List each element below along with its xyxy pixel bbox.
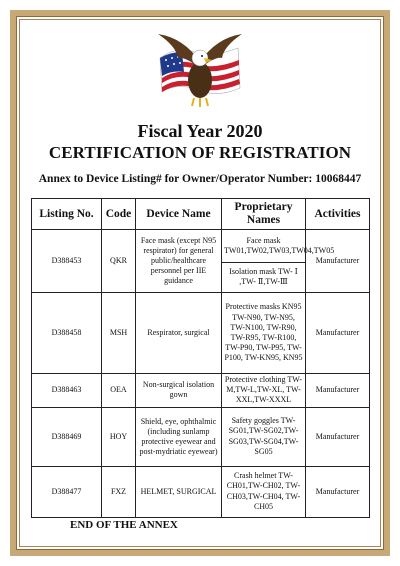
device-name: Respirator, surgical bbox=[136, 293, 222, 374]
listing-number: D388453 bbox=[32, 230, 102, 293]
header-device-name: Device Name bbox=[136, 199, 222, 230]
proprietary-names: Isolation mask TW- Ⅰ ,TW- Ⅱ,TW-Ⅲ bbox=[222, 262, 306, 292]
activity: Manufacturer bbox=[306, 374, 370, 408]
activity: Manufacturer bbox=[306, 293, 370, 374]
listing-number: D388458 bbox=[32, 293, 102, 374]
table-row bbox=[32, 466, 370, 517]
product-code: OEA bbox=[102, 374, 136, 408]
header-proprietary-names: Proprietary Names bbox=[222, 199, 306, 230]
table-header-row bbox=[32, 199, 370, 230]
table-row bbox=[32, 293, 370, 374]
product-code: FXZ bbox=[102, 466, 136, 517]
eagle-flag-emblem bbox=[154, 28, 246, 112]
listing-number: D388477 bbox=[32, 466, 102, 517]
product-code: MSH bbox=[102, 293, 136, 374]
certificate-title: CERTIFICATION OF REGISTRATION bbox=[48, 143, 352, 162]
device-name: HELMET, SURGICAL bbox=[136, 466, 222, 517]
device-name: Face mask (except N95 respirator) for general public/healthcare personnel per IIE guidance bbox=[136, 230, 222, 293]
product-code: HOY bbox=[102, 407, 136, 466]
proprietary-names: Crash helmet TW-CH01,TW-CH02, TW-CH03,TW-CH04, TW-CH05 bbox=[222, 466, 306, 517]
table-row bbox=[32, 230, 370, 263]
device-name: Non-surgical isolation gown bbox=[136, 374, 222, 408]
end-of-annex: END OF THE ANNEX bbox=[70, 519, 178, 531]
listing-number: D388469 bbox=[32, 407, 102, 466]
activity: Manufacturer bbox=[306, 407, 370, 466]
proprietary-names: Face mask TW01,TW02,TW03,TW04,TW05 bbox=[222, 230, 306, 263]
proprietary-names: Protective clothing TW-M,TW-L,TW-XL, TW-XXL,TW-XXXL bbox=[222, 374, 306, 408]
listing-number: D388463 bbox=[32, 374, 102, 408]
header-code: Code bbox=[102, 199, 136, 230]
certificate-title-block bbox=[30, 120, 370, 164]
table-row bbox=[32, 374, 370, 408]
device-name: Shield, eye, ophthalmic (including sunlamp protective eyewear and post-mydriatic eyewear) bbox=[136, 407, 222, 466]
proprietary-names: Protective masks KN95 TW-N90, TW-N95, TW-N100, TW-R90, TW-R95, TW-R100, TW-P90, TW-P95, TW-P100, TW-KN95, KN95 bbox=[222, 293, 306, 374]
product-code: QKR bbox=[102, 230, 136, 293]
activity: Manufacturer bbox=[306, 230, 370, 293]
header-listing-no: Listing No. bbox=[32, 199, 102, 230]
fiscal-year-heading: Fiscal Year 2020 bbox=[137, 121, 263, 141]
device-listing-table bbox=[31, 198, 370, 518]
annex-subtitle: Annex to Device Listing# for Owner/Operator Number: 10068447 bbox=[38, 173, 362, 185]
activity: Manufacturer bbox=[306, 466, 370, 517]
table-row bbox=[32, 407, 370, 466]
proprietary-names: Safety goggles TW-SG01,TW-SG02,TW-SG03,TW-SG04,TW-SG05 bbox=[222, 407, 306, 466]
header-activities: Activities bbox=[306, 199, 370, 230]
